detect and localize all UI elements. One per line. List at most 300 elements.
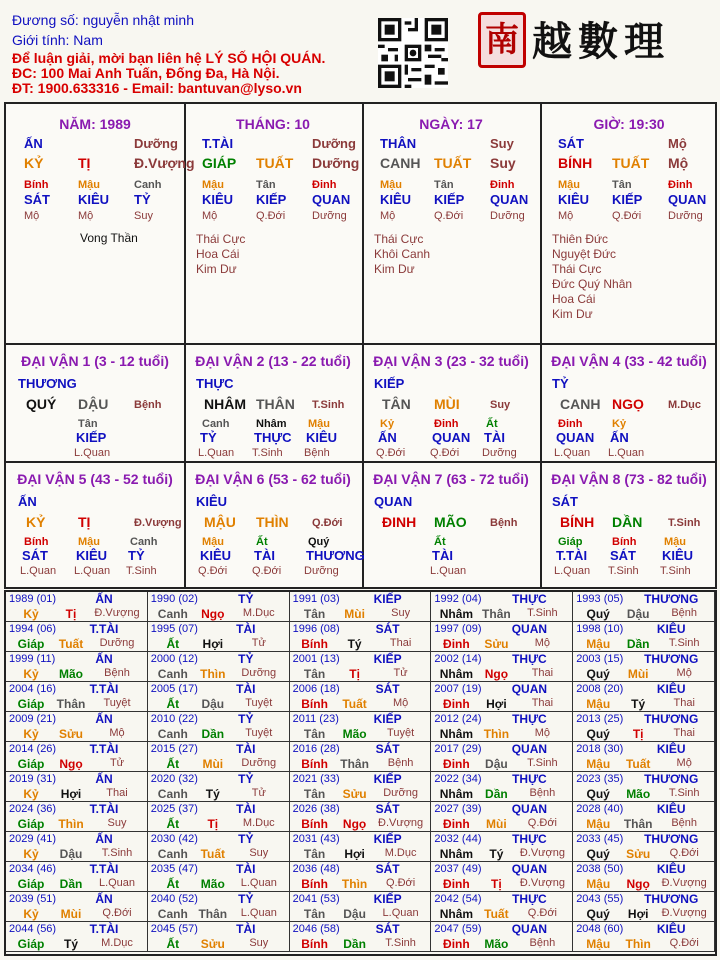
dai-van-god: KIÊU — [196, 494, 228, 509]
year-cell[interactable] — [431, 832, 573, 862]
pillar-r2-cell: CANH — [380, 155, 421, 171]
year-phase: M.Dục — [384, 847, 417, 859]
dai-van-branch: TỊ — [78, 514, 91, 530]
year-phase: Tuyệt — [103, 697, 131, 709]
year-god: KIẾP — [373, 712, 402, 726]
year-label: 2010 (22) — [150, 713, 198, 725]
dai-van-hidden-god: T.TÀI — [556, 548, 588, 563]
dai-van-hidden-stem: Đinh — [434, 418, 459, 430]
year-stem: Nhâm — [439, 787, 474, 801]
annual-luck-grid — [4, 590, 717, 956]
dai-van-3 — [362, 345, 540, 461]
year-label: 1996 (08) — [292, 623, 340, 635]
year-label: 2034 (46) — [9, 863, 57, 875]
year-god: QUAN — [511, 742, 548, 756]
year-phase: Đ.Vượng — [378, 817, 424, 829]
year-god: TỶ — [238, 772, 254, 786]
year-phase: Q.Đới — [527, 817, 557, 829]
dai-van-stem: KỶ — [26, 514, 46, 530]
year-cell[interactable] — [290, 652, 432, 682]
year-branch: Dậu — [201, 697, 225, 711]
year-branch: Mùi — [202, 757, 224, 771]
year-label: 2035 (47) — [150, 863, 198, 875]
year-stem: Kỷ — [23, 907, 39, 921]
year-phase: Tử — [251, 787, 266, 799]
year-phase: Tử — [109, 757, 125, 769]
year-stem: Đinh — [443, 817, 470, 831]
dai-van-hidden-stem: Nhâm — [256, 418, 287, 430]
year-phase: L.Quan — [240, 907, 277, 919]
year-stem: Quý — [586, 667, 610, 681]
year-cell[interactable] — [431, 652, 573, 682]
year-god: KIÊU — [656, 622, 686, 636]
year-god: T.TÀI — [89, 742, 119, 756]
year-cell[interactable] — [148, 712, 290, 742]
year-god: ẤN — [95, 592, 113, 606]
year-label: 2016 (28) — [292, 743, 340, 755]
year-branch: Tuất — [200, 847, 226, 861]
dai-van-branch: MÃO — [434, 514, 467, 530]
pillar-r5-cell: Mộ — [558, 210, 574, 222]
pillar-star: Thái Cực — [374, 232, 424, 246]
year-label: 2026 (38) — [292, 803, 340, 815]
year-branch: Hợi — [60, 787, 82, 801]
dai-van-phase: T.Sinh — [668, 517, 701, 529]
dai-van-hidden-stem: Giáp — [558, 536, 583, 548]
year-cell[interactable] — [148, 892, 290, 922]
year-label: 2003 (15) — [576, 653, 624, 665]
pillar-r2-cell: Dưỡng — [312, 155, 360, 171]
year-phase: Suy — [107, 817, 127, 829]
year-cell[interactable] — [290, 862, 432, 892]
year-label: 2015 (27) — [150, 743, 198, 755]
year-god: THỰC — [512, 832, 547, 846]
pillar-r2-cell: KỶ — [24, 155, 44, 171]
contact-phone-email: ĐT: 1900.633316 - Email: bantuvan@lyso.vn — [12, 80, 302, 96]
year-god: SÁT — [375, 802, 400, 816]
year-label: 2031 (43) — [292, 833, 340, 845]
year-label: 2033 (45) — [576, 833, 624, 845]
dai-van-title: ĐẠI VẬN 1 (3 - 12 tuổi) — [21, 353, 169, 369]
year-branch: Sửu — [342, 787, 367, 801]
year-cell[interactable] — [148, 922, 290, 952]
pillar-star: Nguyệt Đức — [552, 247, 617, 261]
year-god: THƯƠNG — [644, 832, 699, 846]
year-cell[interactable] — [573, 892, 715, 922]
year-label: 2024 (36) — [9, 803, 57, 815]
year-cell[interactable] — [6, 892, 148, 922]
pillar-r3-cell: Tân — [434, 179, 454, 191]
year-cell[interactable] — [431, 772, 573, 802]
year-label: 2039 (51) — [9, 893, 57, 905]
year-cell[interactable] — [148, 682, 290, 712]
year-cell[interactable] — [148, 832, 290, 862]
dai-van-hidden-stem: Mậu — [664, 536, 686, 548]
year-cell[interactable] — [290, 922, 432, 952]
year-stem: Nhâm — [439, 727, 474, 741]
pillar-r2-cell: TUẤT — [256, 155, 294, 171]
year-cell[interactable] — [573, 862, 715, 892]
year-stem: Đinh — [443, 757, 470, 771]
year-branch: Hợi — [627, 907, 649, 921]
dai-van-hidden-god: ẤN — [610, 430, 629, 445]
year-god: THỰC — [512, 712, 547, 726]
year-cell[interactable] — [290, 892, 432, 922]
year-branch: Mùi — [627, 667, 649, 681]
year-phase: Thai — [673, 697, 695, 709]
year-cell[interactable] — [148, 652, 290, 682]
dai-van-stem: MẬU — [204, 514, 236, 530]
year-god: T.TÀI — [89, 802, 119, 816]
year-stem: Quý — [586, 847, 610, 861]
dai-van-stem: CANH — [560, 396, 601, 412]
year-label: 1992 (04) — [434, 593, 482, 605]
year-phase: Suy — [249, 937, 269, 949]
year-god: T.TÀI — [89, 922, 119, 936]
year-god: THƯƠNG — [644, 772, 699, 786]
year-god: THỰC — [512, 592, 547, 606]
year-stem: Ất — [166, 817, 180, 831]
year-stem: Tân — [303, 907, 326, 921]
year-phase: Thai — [106, 787, 128, 799]
year-phase: Bệnh — [529, 787, 556, 799]
dai-van-hidden-stem: Mậu — [308, 418, 330, 430]
year-cell[interactable] — [573, 622, 715, 652]
year-phase: Tuyệt — [387, 727, 415, 739]
year-god: THƯƠNG — [644, 592, 699, 606]
year-cell[interactable] — [148, 622, 290, 652]
dai-van-god: QUAN — [374, 494, 413, 509]
year-label: 2036 (48) — [292, 863, 340, 875]
year-cell[interactable] — [573, 712, 715, 742]
year-branch: Thìn — [58, 817, 84, 831]
year-cell[interactable] — [290, 832, 432, 862]
year-cell[interactable] — [6, 592, 148, 622]
year-stem: Giáp — [17, 817, 45, 831]
year-cell[interactable] — [6, 772, 148, 802]
year-cell[interactable] — [431, 592, 573, 622]
year-cell[interactable] — [431, 802, 573, 832]
year-label: 2046 (58) — [292, 923, 340, 935]
year-phase: Dưỡng — [241, 757, 277, 769]
year-phase: Tử — [251, 637, 266, 649]
pillar-r4-cell: QUAN — [312, 192, 351, 207]
year-stem: Giáp — [17, 937, 45, 951]
pillar-star: Thái Cực — [552, 262, 602, 276]
year-cell[interactable] — [431, 862, 573, 892]
year-cell[interactable] — [6, 802, 148, 832]
dai-van-hidden-god: THỰC — [254, 430, 292, 445]
pillar-year — [6, 104, 195, 342]
year-label: 2045 (57) — [150, 923, 198, 935]
year-branch: Thân — [623, 817, 653, 831]
year-phase: Đ.Vượng — [94, 607, 140, 619]
year-label: 2007 (19) — [434, 683, 482, 695]
year-cell[interactable] — [6, 652, 148, 682]
year-phase: Q.Đới — [102, 907, 132, 919]
year-stem: Canh — [157, 607, 188, 621]
dai-van-hidden-god: KIÊU — [76, 548, 108, 563]
dai-van-stem: BÍNH — [560, 514, 595, 530]
year-label: 2022 (34) — [434, 773, 482, 785]
year-branch: Ngọ — [342, 817, 367, 831]
dai-van-title: ĐẠI VẬN 2 (13 - 22 tuổi) — [195, 353, 351, 369]
year-god: SÁT — [375, 922, 400, 936]
dai-van-phase: Bệnh — [490, 517, 518, 529]
dai-van-hidden-phase: T.Sinh — [608, 565, 639, 577]
pillar-title: GIỜ: 19:30 — [593, 116, 665, 132]
pillar-r5-cell: Dưỡng — [668, 210, 703, 222]
year-label: 2028 (40) — [576, 803, 624, 815]
year-label: 2011 (23) — [292, 713, 339, 725]
year-stem: Bính — [301, 877, 328, 891]
dai-van-branch: THÂN — [256, 396, 295, 412]
year-label: 2013 (25) — [576, 713, 624, 725]
year-branch: Ngọ — [59, 757, 83, 771]
year-cell[interactable] — [431, 712, 573, 742]
year-god: TÀI — [236, 742, 256, 756]
year-cell[interactable] — [573, 802, 715, 832]
dai-van-hidden-god: QUAN — [556, 430, 595, 445]
dai-van-hidden-stem: Canh — [130, 536, 158, 548]
year-label: 2012 (24) — [434, 713, 482, 725]
year-stem: Nhâm — [439, 667, 474, 681]
year-stem: Mậu — [586, 937, 611, 951]
year-label: 2042 (54) — [434, 893, 482, 905]
year-god: TÀI — [236, 802, 256, 816]
year-cell[interactable] — [573, 742, 715, 772]
year-cell[interactable] — [148, 862, 290, 892]
year-cell[interactable] — [573, 652, 715, 682]
year-branch: Ngọ — [626, 877, 650, 891]
year-stem: Ất — [166, 877, 180, 891]
dai-van-hidden-stem: Ất — [434, 536, 446, 548]
year-god: SÁT — [375, 622, 400, 636]
year-cell[interactable] — [6, 862, 148, 892]
year-cell[interactable] — [431, 622, 573, 652]
dai-van-phase: Suy — [490, 399, 511, 411]
year-label: 2027 (39) — [434, 803, 482, 815]
pillar-r5-cell: Suy — [134, 210, 153, 222]
dai-van-hidden-phase: L.Quan — [74, 565, 111, 577]
year-cell[interactable] — [290, 772, 432, 802]
year-cell[interactable] — [290, 712, 432, 742]
pillar-r0-cell: Suy — [490, 136, 514, 151]
pillar-r1-cell: T.TÀI — [202, 136, 234, 151]
year-god: TÀI — [236, 622, 256, 636]
dai-van-title: ĐẠI VẬN 6 (53 - 62 tuổi) — [195, 471, 351, 487]
year-phase: Suy — [391, 607, 411, 619]
year-cell[interactable] — [290, 802, 432, 832]
year-branch: Sửu — [200, 937, 225, 951]
dai-van-hidden-stem: Đinh — [558, 418, 583, 430]
year-stem: Đinh — [443, 697, 470, 711]
owner-name: Đương số: nguyễn nhật minh — [12, 12, 194, 28]
dai-van-hidden-god: ẤN — [378, 430, 397, 445]
pillar-star: Hoa Cái — [552, 292, 596, 306]
year-branch: Dần — [201, 727, 225, 741]
year-god: ẤN — [95, 892, 113, 906]
year-phase: Tử — [393, 667, 408, 679]
pillar-r2-cell: GIÁP — [202, 155, 237, 171]
pillar-star: Thiên Đức — [552, 232, 609, 246]
year-phase: T.Sinh — [668, 787, 700, 799]
dai-van-hidden-god: KIÊU — [662, 548, 694, 563]
pillar-r3-cell: Mậu — [202, 179, 224, 191]
year-god: KIẾP — [373, 892, 402, 906]
year-branch: Sửu — [626, 847, 651, 861]
year-branch: Dần — [626, 637, 650, 651]
year-cell[interactable] — [431, 892, 573, 922]
year-label: 2009 (21) — [9, 713, 57, 725]
year-label: 1995 (07) — [150, 623, 198, 635]
year-branch: Tý — [489, 847, 504, 861]
dai-van-hidden-stem: Tân — [78, 418, 98, 430]
year-cell[interactable] — [573, 592, 715, 622]
pillar-r4-cell: QUAN — [668, 192, 707, 207]
dai-van-1 — [6, 345, 184, 461]
year-label: 2021 (33) — [292, 773, 340, 785]
pillar-month — [184, 104, 362, 342]
year-stem: Mậu — [586, 697, 611, 711]
year-god: KIẾP — [373, 832, 402, 846]
year-cell[interactable] — [290, 682, 432, 712]
year-phase: Bệnh — [104, 667, 130, 679]
year-cell[interactable] — [573, 772, 715, 802]
year-cell[interactable] — [148, 802, 290, 832]
pillar-r3-cell: Tân — [612, 179, 632, 191]
dai-van-hidden-phase: Q.Đới — [198, 565, 228, 577]
year-cell[interactable] — [573, 682, 715, 712]
year-phase: M.Dục — [242, 607, 275, 619]
year-branch: Tý — [63, 937, 78, 951]
dai-van-hidden-phase: L.Quan — [554, 447, 591, 459]
year-label: 2017 (29) — [434, 743, 482, 755]
year-branch: Hợi — [486, 697, 507, 711]
year-phase: Dưỡng — [241, 667, 277, 679]
year-phase: Q.Đới — [385, 877, 416, 889]
year-cell[interactable] — [290, 592, 432, 622]
pillar-r4-cell: KIÊU — [202, 192, 234, 207]
year-branch: Thân — [198, 907, 228, 921]
year-stem: Quý — [586, 907, 610, 921]
dai-van-hidden-stem: Kỷ — [612, 418, 627, 430]
year-god: KIẾP — [373, 592, 402, 606]
year-god: TỶ — [238, 592, 254, 606]
dai-van-god: SÁT — [552, 494, 578, 509]
year-cell[interactable] — [6, 682, 148, 712]
year-cell[interactable] — [431, 742, 573, 772]
year-cell[interactable] — [6, 832, 148, 862]
year-branch: Dậu — [59, 847, 83, 861]
year-branch: Dậu — [626, 607, 650, 621]
year-cell[interactable] — [431, 922, 573, 952]
year-stem: Tân — [303, 727, 326, 741]
year-branch: Thìn — [625, 937, 651, 951]
year-label: 2040 (52) — [150, 893, 198, 905]
year-cell[interactable] — [6, 742, 148, 772]
pillar-r4-cell: KIÊU — [380, 192, 412, 207]
year-stem: Tân — [303, 787, 326, 801]
year-label: 2014 (26) — [9, 743, 57, 755]
year-god: TÀI — [236, 862, 256, 876]
year-label: 2047 (59) — [434, 923, 482, 935]
dai-van-hidden-phase: L.Quan — [554, 565, 591, 577]
year-stem: Ất — [166, 637, 180, 651]
year-cell[interactable] — [290, 622, 432, 652]
year-god: THƯƠNG — [644, 712, 699, 726]
year-cell[interactable] — [148, 592, 290, 622]
dai-van-title: ĐẠI VẬN 8 (73 - 82 tuổi) — [551, 471, 707, 487]
dai-van-hidden-phase: T.Sinh — [252, 447, 283, 459]
year-stem: Tân — [303, 847, 326, 861]
year-label: 1991 (03) — [292, 593, 340, 605]
year-phase: Bệnh — [387, 757, 414, 769]
pillar-r3-cell: Tân — [256, 179, 276, 191]
year-god: SÁT — [375, 862, 400, 876]
year-god: TỶ — [238, 652, 254, 666]
pillar-r0-cell: Mộ — [668, 136, 687, 151]
year-label: 2043 (55) — [576, 893, 624, 905]
year-branch: Tý — [205, 787, 220, 801]
year-phase: Bệnh — [529, 937, 556, 949]
year-cell[interactable] — [148, 742, 290, 772]
pillar-r5-cell: Q.Đới — [612, 210, 642, 222]
year-cell[interactable] — [6, 922, 148, 952]
year-cell[interactable] — [6, 622, 148, 652]
year-branch: Dần — [485, 787, 508, 801]
year-branch: Dần — [343, 937, 366, 951]
year-cell[interactable] — [573, 832, 715, 862]
pillar-title: NGÀY: 17 — [419, 116, 483, 132]
year-cell[interactable] — [290, 742, 432, 772]
dai-van-hidden-phase: L.Quan — [608, 447, 645, 459]
dai-van-phase: Q.Đới — [312, 517, 343, 529]
year-branch: Ngọ — [484, 667, 509, 681]
year-phase: Thai — [531, 667, 554, 679]
year-stem: Nhâm — [439, 847, 474, 861]
pillar-r2-cell: Suy — [490, 155, 516, 171]
pillar-r1-cell: ẤN — [24, 136, 43, 151]
year-stem: Kỷ — [23, 787, 39, 801]
pillar-r3-cell: Bính — [24, 179, 49, 191]
year-branch: Mão — [626, 787, 651, 801]
dai-van-branch: DẬU — [78, 396, 109, 412]
year-branch: Tuất — [58, 637, 84, 651]
year-cell[interactable] — [573, 922, 715, 952]
pillar-day — [362, 104, 540, 342]
year-branch: Hợi — [344, 847, 365, 861]
year-cell[interactable] — [6, 712, 148, 742]
year-phase: Bệnh — [671, 607, 698, 619]
year-phase: Đ.Vượng — [661, 907, 707, 919]
year-phase: Q.Đới — [669, 937, 699, 949]
year-cell[interactable] — [431, 682, 573, 712]
year-stem: Quý — [586, 727, 610, 741]
pillar-r3-cell: Đinh — [312, 179, 337, 191]
year-god: SÁT — [375, 742, 400, 756]
year-phase: Mộ — [534, 637, 551, 649]
year-label: 2008 (20) — [576, 683, 624, 695]
year-branch: Mão — [59, 667, 83, 681]
year-stem: Giáp — [17, 877, 45, 891]
qr-code-icon[interactable] — [378, 18, 448, 88]
year-god: KIÊU — [656, 682, 686, 696]
year-label: 2048 (60) — [576, 923, 624, 935]
year-cell[interactable] — [148, 772, 290, 802]
dai-van-5 — [6, 463, 184, 579]
year-stem: Ất — [166, 757, 180, 771]
